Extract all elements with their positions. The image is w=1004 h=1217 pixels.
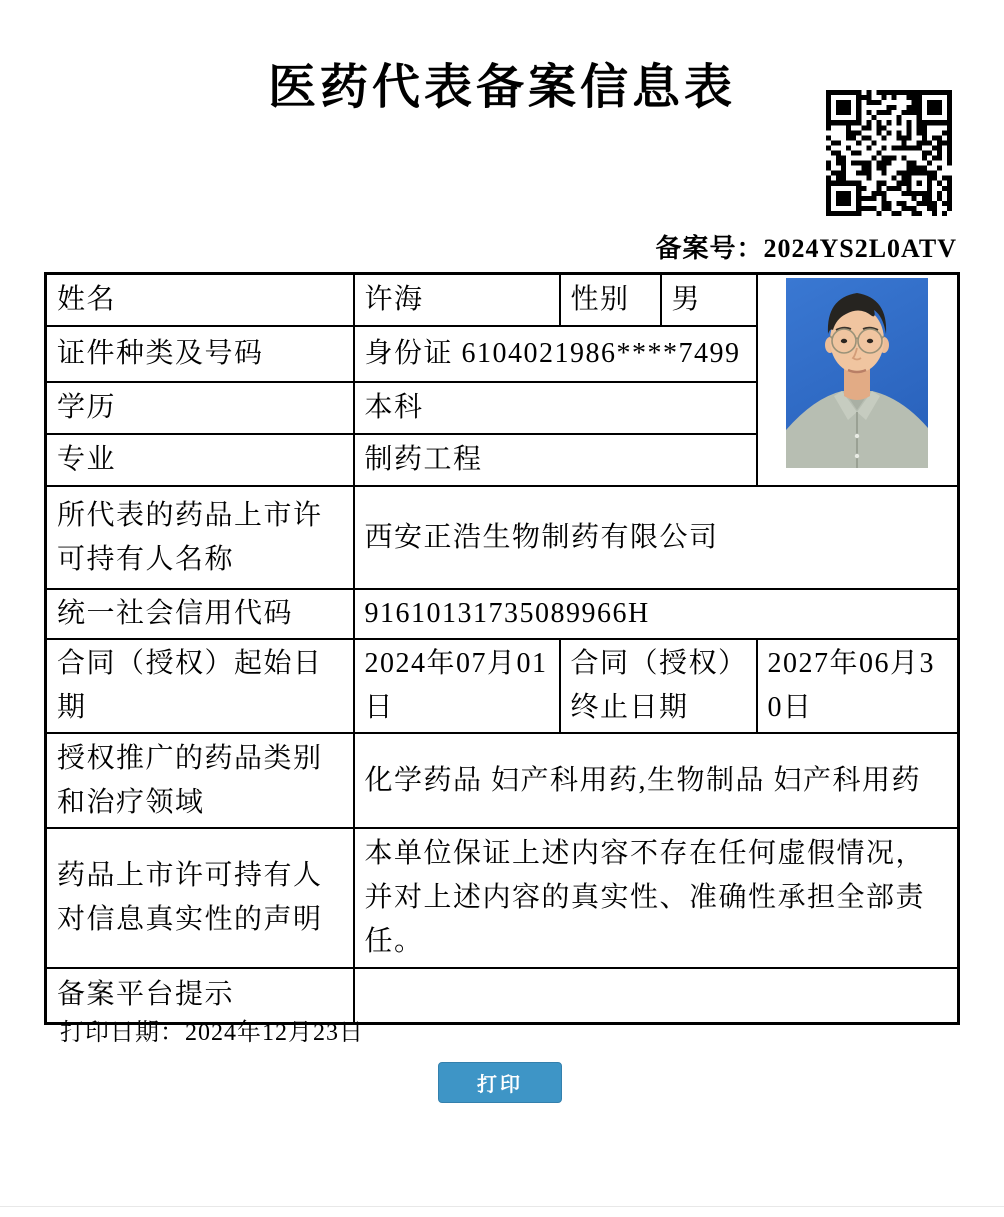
page-title: 医药代表备案信息表 [267, 61, 736, 114]
education-value: 本科 [354, 382, 757, 434]
mah-name-label: 所代表的药品上市许可持有人名称 [46, 486, 354, 589]
credit-code-label: 统一社会信用代码 [46, 589, 354, 639]
declaration-value: 本单位保证上述内容不存在任何虚假情况，并对上述内容的真实性、准确性承担全部责任。 [354, 828, 959, 968]
major-label: 专业 [46, 434, 354, 486]
mah-name-value: 西安正浩生物制药有限公司 [354, 486, 959, 589]
id-photo [786, 278, 928, 468]
drug-scope-label: 授权推广的药品类别和治疗领域 [46, 733, 354, 828]
gender-value: 男 [661, 274, 757, 327]
print-date-label: 打印日期： [60, 1020, 185, 1046]
major-value: 制药工程 [354, 434, 757, 486]
id-card-value: 身份证 6104021986****7499 [354, 326, 757, 381]
filing-table [44, 272, 960, 1025]
declaration-label: 药品上市许可持有人对信息真实性的声明 [46, 828, 354, 968]
contract-start-label: 合同（授权）起始日期 [46, 639, 354, 733]
id-photo-cell [757, 274, 959, 487]
print-button[interactable]: 打印 [438, 1062, 562, 1103]
qr-code-icon [826, 90, 952, 216]
name-label: 姓名 [46, 274, 354, 327]
filing-number-label: 备案号： [655, 234, 764, 263]
bottom-divider [0, 1206, 1004, 1207]
credit-code-value: 91610131735089966H [354, 589, 959, 639]
print-date [60, 1012, 364, 1047]
filing-number-value: 2024YS2L0ATV [763, 234, 957, 263]
contract-start-value: 2024年07月01日 [354, 639, 560, 733]
education-label: 学历 [46, 382, 354, 434]
contract-end-value: 2027年06月30日 [757, 639, 959, 733]
print-date-value: 2024年12月23日 [185, 1020, 364, 1046]
filing-number [655, 228, 957, 265]
gender-label: 性别 [560, 274, 661, 327]
id-card-label: 证件种类及号码 [46, 326, 354, 381]
platform-note-value [354, 968, 959, 1023]
drug-scope-value: 化学药品 妇产科用药,生物制品 妇产科用药 [354, 733, 959, 828]
qr-code-icon [826, 90, 952, 216]
platform-note-label: 备案平台提示 [46, 968, 354, 1023]
name-value: 许海 [354, 274, 560, 327]
contract-end-label: 合同（授权）终止日期 [560, 639, 757, 733]
